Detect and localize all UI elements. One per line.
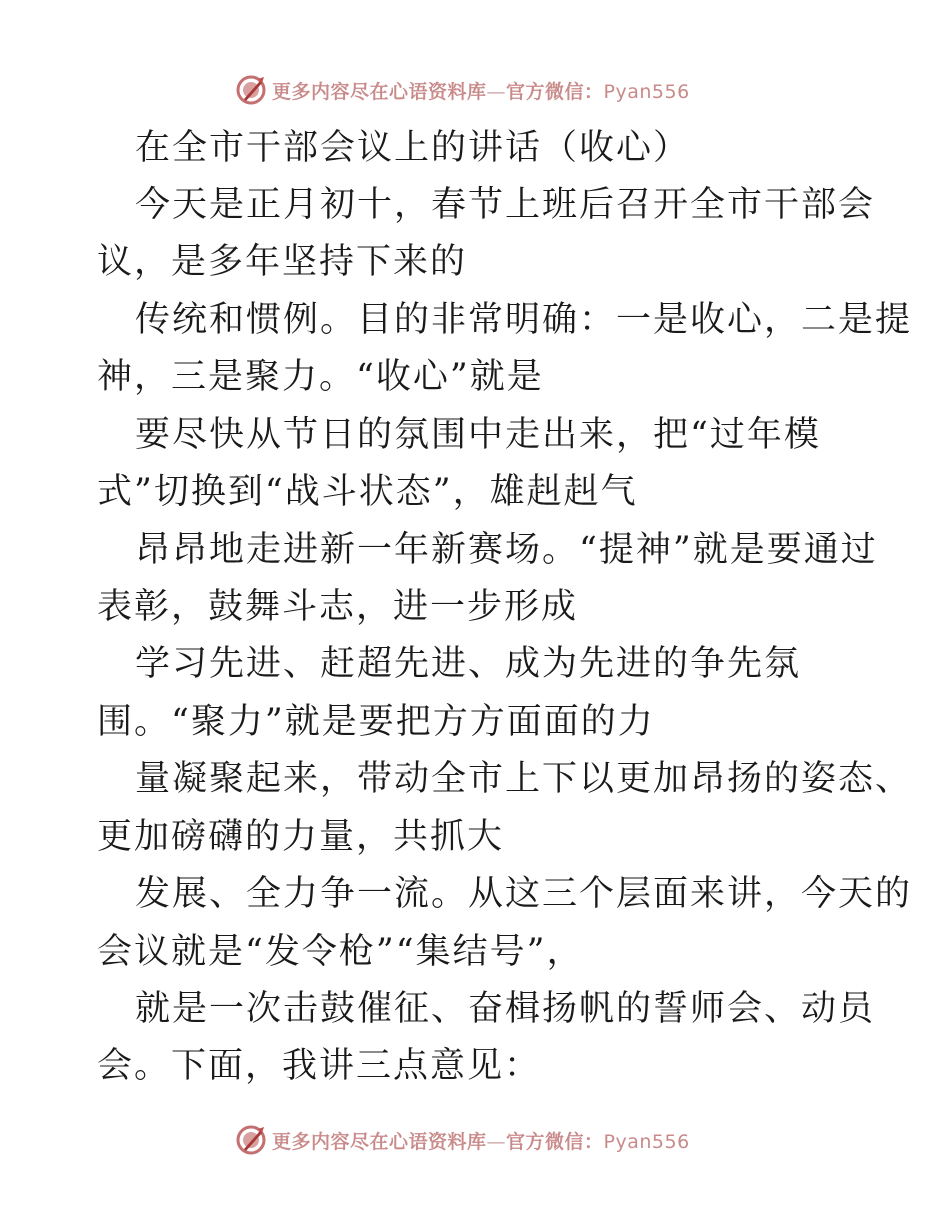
paragraph-line: 会议就是“发令枪”“集结号”， [97,932,584,972]
paragraph-line: 表彰，鼓舞斗志，进一步形成 [97,587,579,627]
watermark-dash: — [486,1130,507,1153]
watermark-dash: — [486,80,507,103]
paragraph-line: 式”切换到“战斗状态”，雄赳赳气 [97,472,638,512]
logo-icon [234,73,268,107]
logo-icon [234,1123,268,1157]
paragraph-line: 就是一次击鼓催征、奋楫扬帆的誓师会、动员 [135,989,876,1029]
paragraph-line: 学习先进、赶超先进、成为先进的争先氛 [135,644,802,684]
watermark-text [272,1127,690,1154]
watermark-text [272,77,690,104]
paragraph-line: 神，三是聚力。“收心”就是 [97,357,544,397]
paragraph-line: 议，是多年坚持下来的 [97,242,468,282]
paragraph-line: 传统和惯例。目的非常明确：一是收心，二是提 [135,300,913,340]
watermark-wechat-label: 官方微信： [506,1130,604,1153]
paragraph-line: 昂昂地走进新一年新赛场。“提神”就是要通过 [135,530,878,570]
watermark-main: 更多内容尽在心语资料库 [272,1130,487,1153]
watermark-wechat-id: Pyan556 [603,80,690,103]
watermark-banner-bottom [234,1122,690,1158]
paragraph-line: 要尽快从节日的氛围中走出来，把“过年模 [135,415,821,455]
paragraph-line: 今天是正月初十，春节上班后召开全市干部会 [135,185,876,225]
paragraph-line: 围。“聚力”就是要把方方面面的力 [97,702,655,742]
watermark-wechat-label: 官方微信： [506,80,604,103]
watermark-main: 更多内容尽在心语资料库 [272,80,487,103]
watermark-wechat-id: Pyan556 [603,1130,690,1153]
paragraph-line: 发展、全力争一流。从这三个层面来讲，今天的 [135,874,913,914]
document-title: 在全市干部会议上的讲话（收心） [135,128,691,168]
paragraph-line: 会。下面，我讲三点意见： [97,1046,542,1086]
paragraph-line: 量凝聚起来，带动全市上下以更加昂扬的姿态、 [135,759,913,799]
paragraph-line: 更加磅礴的力量，共抓大 [97,817,505,857]
watermark-banner-top [234,72,690,108]
